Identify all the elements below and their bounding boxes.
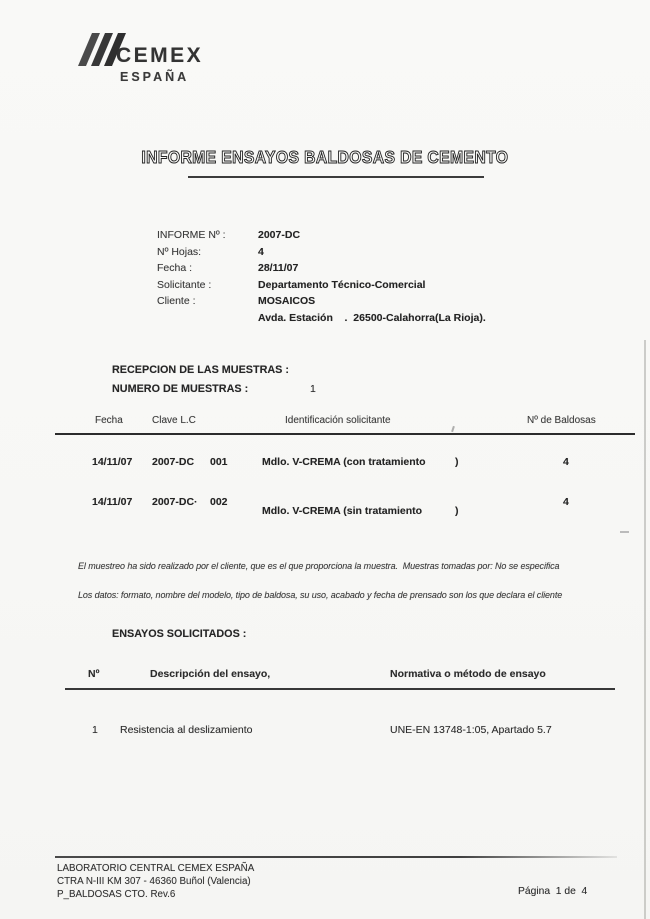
info-row-direccion xyxy=(157,312,577,329)
region-text: ESPAÑA xyxy=(120,70,190,84)
logo-stripes-icon xyxy=(70,28,240,90)
col-header-identificacion: Identificación solicitante xyxy=(285,415,391,426)
info-label: Solicitante : xyxy=(157,278,212,291)
info-row-cliente xyxy=(157,295,577,312)
data-declaration-note: Los datos: formato, nombre del modelo, tipo de baldosa, su uso, acabado y fecha de prensado son los que declara el cliente xyxy=(78,590,563,600)
col-header-test-num: Nº xyxy=(88,668,100,680)
sample-row-code: 001 xyxy=(210,456,228,468)
info-value: Departamento Técnico-Comercial xyxy=(258,278,426,291)
report-title: INFORME ENSAYOS BALDOSAS DE CEMENTO xyxy=(141,147,509,167)
scan-speck xyxy=(451,426,455,432)
brand-text: CEMEX xyxy=(116,44,204,67)
sample-row-code: 002 xyxy=(210,496,228,508)
sample-row-paren: ) xyxy=(455,456,459,468)
sample-row-clave: 2007-DC· xyxy=(152,496,198,508)
info-label: Cliente : xyxy=(157,295,196,308)
info-value: 2007-DC xyxy=(258,229,301,241)
info-row-informe xyxy=(157,229,577,246)
footer-doc-ref: P_BALDOSAS CTO. Rev.6 xyxy=(57,889,176,900)
col-header-test-norm: Normativa o método de ensayo xyxy=(390,668,546,680)
page-number: Página 1 de 4 xyxy=(518,886,588,897)
sample-row-baldosas: 4 xyxy=(563,456,569,468)
footer-lab-address: CTRA N-III KM 307 - 46360 Buñol (Valencia) xyxy=(57,876,251,887)
info-row-solicitante xyxy=(157,279,577,296)
title-wrap xyxy=(0,147,650,168)
col-header-baldosas: Nº de Baldosas xyxy=(527,415,596,426)
info-value: Avda. Estación . 26500-Calahorra(La Rioja). xyxy=(258,311,486,324)
info-label: Nº Hojas: xyxy=(157,245,202,258)
sample-row-baldosas: 4 xyxy=(563,496,569,508)
tests-heading: ENSAYOS SOLICITADOS : xyxy=(112,628,247,640)
test-row-num: 1 xyxy=(92,724,98,736)
sample-row-fecha: 14/11/07 xyxy=(92,456,133,468)
info-value: 4 xyxy=(258,245,264,258)
reception-heading: RECEPCION DE LAS MUESTRAS : xyxy=(112,364,289,376)
scan-dash-artifact xyxy=(620,531,629,533)
scan-edge-line xyxy=(644,340,646,919)
sampling-note: El muestreo ha sido realizado por el cliente, que es el que proporciona la muestra. Muestras tomadas por: No se especifica xyxy=(78,561,560,571)
info-value: MOSAICOS xyxy=(258,295,316,308)
footer-lab-name: LABORATORIO CENTRAL CEMEX ESPAÑA xyxy=(57,863,255,874)
tests-table-rule xyxy=(65,688,615,690)
col-header-clave: Clave L.C xyxy=(152,415,196,426)
samples-table-rule xyxy=(55,433,635,435)
cemex-logo xyxy=(70,28,240,90)
footer-rule xyxy=(55,856,617,858)
sample-row-identificacion: Mdlo. V-CREMA (con tratamiento xyxy=(262,456,426,468)
footer-address-block xyxy=(57,862,254,901)
info-label: Fecha : xyxy=(157,262,193,275)
info-label: INFORME Nº : xyxy=(157,229,226,241)
info-value: 28/11/07 xyxy=(258,262,299,275)
sample-row-clave: 2007-DC xyxy=(152,456,195,468)
sample-count-value: 1 xyxy=(310,383,316,395)
sample-row-fecha: 14/11/07 xyxy=(92,496,133,508)
sample-row-paren: ) xyxy=(455,505,459,517)
info-row-hojas xyxy=(157,246,577,263)
report-info-block xyxy=(157,229,577,329)
col-header-fecha: Fecha xyxy=(95,415,123,426)
sample-count-label: NUMERO DE MUESTRAS : xyxy=(112,383,249,395)
test-row-desc: Resistencia al deslizamiento xyxy=(120,724,253,736)
sample-row-identificacion: Mdlo. V-CREMA (sin tratamiento xyxy=(262,505,423,517)
col-header-test-desc: Descripción del ensayo, xyxy=(150,668,271,680)
test-row-norm: UNE-EN 13748-1:05, Apartado 5.7 xyxy=(390,724,552,736)
title-underline xyxy=(188,176,484,178)
info-row-fecha xyxy=(157,262,577,279)
